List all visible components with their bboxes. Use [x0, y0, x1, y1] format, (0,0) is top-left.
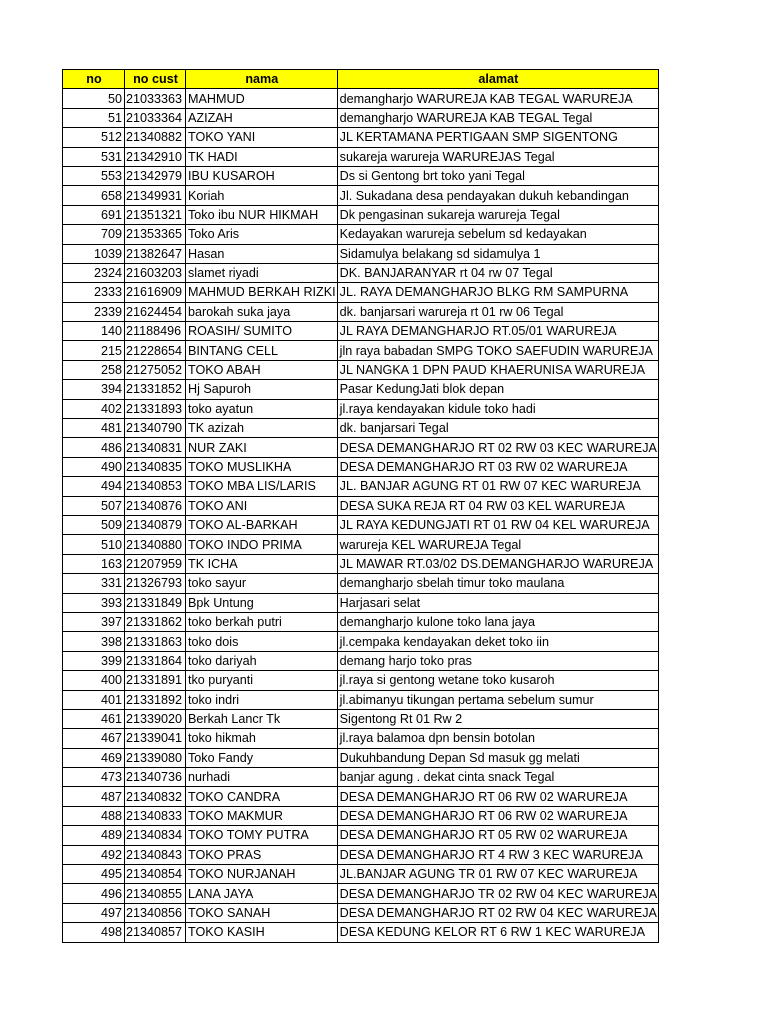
cell-no-cust[interactable]: 21340880 — [125, 535, 186, 554]
cell-no[interactable]: 399 — [63, 651, 125, 670]
cell-nama[interactable]: TOKO SANAH — [186, 903, 338, 922]
cell-alamat[interactable]: JL.BANJAR AGUNG TR 01 RW 07 KEC WARUREJA — [337, 865, 658, 884]
cell-no[interactable]: 401 — [63, 690, 125, 709]
cell-nama[interactable]: Koriah — [186, 186, 338, 205]
cell-nama[interactable]: TK HADI — [186, 147, 338, 166]
cell-no[interactable]: 658 — [63, 186, 125, 205]
cell-alamat[interactable]: demang harjo toko pras — [337, 651, 658, 670]
cell-alamat[interactable]: Sigentong Rt 01 Rw 2 — [337, 709, 658, 728]
cell-alamat[interactable]: Kedayakan warureja sebelum sd kedayakan — [337, 225, 658, 244]
cell-nama[interactable]: TOKO ABAH — [186, 360, 338, 379]
cell-alamat[interactable]: jln raya babadan SMPG TOKO SAEFUDIN WARUREJA — [337, 341, 658, 360]
cell-alamat[interactable]: DESA DEMANGHARJO RT 06 RW 02 WARUREJA — [337, 806, 658, 825]
cell-no[interactable]: 481 — [63, 419, 125, 438]
cell-nama[interactable]: toko dois — [186, 632, 338, 651]
table-row — [63, 535, 659, 554]
table-row — [63, 457, 659, 476]
cell-no[interactable]: 394 — [63, 380, 125, 399]
cell-no[interactable]: 163 — [63, 554, 125, 573]
cell-no-cust[interactable]: 21331852 — [125, 380, 186, 399]
cell-no[interactable]: 473 — [63, 768, 125, 787]
cell-no-cust[interactable]: 21331892 — [125, 690, 186, 709]
cell-no-cust[interactable]: 21340843 — [125, 845, 186, 864]
cell-no-cust[interactable]: 21275052 — [125, 360, 186, 379]
cell-no[interactable]: 553 — [63, 166, 125, 185]
cell-alamat[interactable]: JL RAYA DEMANGHARJO RT.05/01 WARUREJA — [337, 322, 658, 341]
cell-no-cust[interactable]: 21033364 — [125, 108, 186, 127]
header-row — [63, 70, 659, 89]
cell-no[interactable]: 507 — [63, 496, 125, 515]
cell-no[interactable]: 498 — [63, 923, 125, 942]
cell-no[interactable]: 50 — [63, 89, 125, 108]
cell-no-cust[interactable]: 21340831 — [125, 438, 186, 457]
table-row — [63, 496, 659, 515]
table-row — [63, 186, 659, 205]
cell-no-cust[interactable]: 21326793 — [125, 574, 186, 593]
cell-no-cust[interactable]: 21624454 — [125, 302, 186, 321]
cell-no[interactable]: 467 — [63, 729, 125, 748]
table-row — [63, 787, 659, 806]
cell-alamat[interactable]: DESA DEMANGHARJO RT 4 RW 3 KEC WARUREJA — [337, 845, 658, 864]
cell-no[interactable]: 496 — [63, 884, 125, 903]
cell-alamat[interactable]: JL. BANJAR AGUNG RT 01 RW 07 KEC WARUREJA — [337, 477, 658, 496]
cell-nama[interactable]: toko hikmah — [186, 729, 338, 748]
table-row — [63, 341, 659, 360]
cell-alamat[interactable]: JL NANGKA 1 DPN PAUD KHAERUNISA WARUREJA — [337, 360, 658, 379]
cell-no-cust[interactable]: 21340835 — [125, 457, 186, 476]
cell-alamat[interactable]: DESA DEMANGHARJO RT 06 RW 02 WARUREJA — [337, 787, 658, 806]
cell-nama[interactable]: TOKO ANI — [186, 496, 338, 515]
cell-no-cust[interactable]: 21331849 — [125, 593, 186, 612]
cell-alamat[interactable]: JL. RAYA DEMANGHARJO BLKG RM SAMPURNA — [337, 283, 658, 302]
cell-no-cust[interactable]: 21188496 — [125, 322, 186, 341]
table-row — [63, 554, 659, 573]
cell-alamat[interactable]: dk. banjarsari warureja rt 01 rw 06 Tegal — [337, 302, 658, 321]
cell-no-cust[interactable]: 21331862 — [125, 612, 186, 631]
cell-no[interactable]: 2339 — [63, 302, 125, 321]
table-row — [63, 671, 659, 690]
cell-alamat[interactable]: dk. banjarsari Tegal — [337, 419, 658, 438]
cell-no-cust[interactable]: 21340736 — [125, 768, 186, 787]
cell-nama[interactable]: slamet riyadi — [186, 263, 338, 282]
cell-nama[interactable]: LANA JAYA — [186, 884, 338, 903]
table-row — [63, 147, 659, 166]
cell-nama[interactable]: BINTANG CELL — [186, 341, 338, 360]
cell-no[interactable]: 510 — [63, 535, 125, 554]
cell-alamat[interactable]: jl.raya kendayakan kidule toko hadi — [337, 399, 658, 418]
cell-no[interactable]: 489 — [63, 826, 125, 845]
cell-no-cust[interactable]: 21353365 — [125, 225, 186, 244]
cell-no-cust[interactable]: 21382647 — [125, 244, 186, 263]
cell-nama[interactable]: TOKO INDO PRIMA — [186, 535, 338, 554]
cell-nama[interactable]: TOKO CANDRA — [186, 787, 338, 806]
table-row — [63, 399, 659, 418]
table-row — [63, 612, 659, 631]
header-no-cust[interactable]: no cust — [125, 70, 186, 89]
cell-no[interactable]: 398 — [63, 632, 125, 651]
cell-alamat[interactable]: jl.raya balamoa dpn bensin botolan — [337, 729, 658, 748]
cell-alamat[interactable]: DK. BANJARANYAR rt 04 rw 07 Tegal — [337, 263, 658, 282]
cell-no[interactable]: 51 — [63, 108, 125, 127]
cell-alamat[interactable]: demangharjo kulone toko lana jaya — [337, 612, 658, 631]
table-row — [63, 166, 659, 185]
table-row — [63, 865, 659, 884]
cell-alamat[interactable]: banjar agung . dekat cinta snack Tegal — [337, 768, 658, 787]
cell-alamat[interactable]: demangharjo WARUREJA KAB TEGAL Tegal — [337, 108, 658, 127]
cell-nama[interactable]: NUR ZAKI — [186, 438, 338, 457]
cell-no[interactable]: 461 — [63, 709, 125, 728]
cell-nama[interactable]: Toko Aris — [186, 225, 338, 244]
cell-no[interactable]: 492 — [63, 845, 125, 864]
cell-no-cust[interactable]: 21228654 — [125, 341, 186, 360]
cell-no-cust[interactable]: 21340876 — [125, 496, 186, 515]
cell-alamat[interactable]: DESA DEMANGHARJO RT 02 RW 03 KEC WARUREJA — [337, 438, 658, 457]
cell-nama[interactable]: TOKO NURJANAH — [186, 865, 338, 884]
cell-alamat[interactable]: JL KERTAMANA PERTIGAAN SMP SIGENTONG — [337, 128, 658, 147]
cell-no-cust[interactable]: 21331891 — [125, 671, 186, 690]
table-row — [63, 748, 659, 767]
cell-nama[interactable]: AZIZAH — [186, 108, 338, 127]
table-row — [63, 380, 659, 399]
cell-alamat[interactable]: Dk pengasinan sukareja warureja Tegal — [337, 205, 658, 224]
cell-no[interactable]: 1039 — [63, 244, 125, 263]
cell-no-cust[interactable]: 21207959 — [125, 554, 186, 573]
cell-no-cust[interactable]: 21339041 — [125, 729, 186, 748]
cell-nama[interactable]: Toko ibu NUR HIKMAH — [186, 205, 338, 224]
cell-nama[interactable]: nurhadi — [186, 768, 338, 787]
table-row — [63, 729, 659, 748]
customer-table — [62, 69, 659, 943]
cell-alamat[interactable]: sukareja warureja WARUREJAS Tegal — [337, 147, 658, 166]
header-alamat[interactable]: alamat — [337, 70, 658, 89]
cell-alamat[interactable]: demangharjo sbelah timur toko maulana — [337, 574, 658, 593]
table-row — [63, 302, 659, 321]
cell-nama[interactable]: TOKO AL-BARKAH — [186, 515, 338, 534]
cell-alamat[interactable]: DESA DEMANGHARJO RT 05 RW 02 WARUREJA — [337, 826, 658, 845]
cell-no-cust[interactable]: 21339020 — [125, 709, 186, 728]
cell-nama[interactable]: toko dariyah — [186, 651, 338, 670]
cell-no-cust[interactable]: 21340833 — [125, 806, 186, 825]
table-row — [63, 845, 659, 864]
header-no[interactable]: no — [63, 70, 125, 89]
cell-nama[interactable]: TOKO KASIH — [186, 923, 338, 942]
cell-no[interactable]: 691 — [63, 205, 125, 224]
cell-alamat[interactable]: jl.abimanyu tikungan pertama sebelum sumur — [337, 690, 658, 709]
cell-no[interactable]: 258 — [63, 360, 125, 379]
cell-no-cust[interactable]: 21340832 — [125, 787, 186, 806]
cell-no[interactable]: 487 — [63, 787, 125, 806]
table-row — [63, 419, 659, 438]
cell-nama[interactable]: toko sayur — [186, 574, 338, 593]
table-row — [63, 632, 659, 651]
cell-no[interactable]: 531 — [63, 147, 125, 166]
cell-nama[interactable]: TOKO MUSLIKHA — [186, 457, 338, 476]
table-row — [63, 515, 659, 534]
cell-no-cust[interactable]: 21340853 — [125, 477, 186, 496]
table-row — [63, 477, 659, 496]
cell-no-cust[interactable]: 21340879 — [125, 515, 186, 534]
cell-no[interactable]: 402 — [63, 399, 125, 418]
cell-nama[interactable]: TOKO TOMY PUTRA — [186, 826, 338, 845]
cell-nama[interactable]: MAHMUD BERKAH RIZKI — [186, 283, 338, 302]
cell-no-cust[interactable]: 21331864 — [125, 651, 186, 670]
cell-alamat[interactable]: DESA DEMANGHARJO RT 02 RW 04 KEC WARUREJA — [337, 903, 658, 922]
cell-alamat[interactable]: DESA SUKA REJA RT 04 RW 03 KEL WARUREJA — [337, 496, 658, 515]
cell-nama[interactable]: barokah suka jaya — [186, 302, 338, 321]
cell-no-cust[interactable]: 21340834 — [125, 826, 186, 845]
cell-alamat[interactable]: warureja KEL WARUREJA Tegal — [337, 535, 658, 554]
cell-no[interactable]: 331 — [63, 574, 125, 593]
table-row — [63, 244, 659, 263]
cell-nama[interactable]: tko puryanti — [186, 671, 338, 690]
cell-nama[interactable]: TOKO MBA LIS/LARIS — [186, 477, 338, 496]
cell-nama[interactable]: ROASIH/ SUMITO — [186, 322, 338, 341]
cell-nama[interactable]: toko berkah putri — [186, 612, 338, 631]
cell-no[interactable]: 393 — [63, 593, 125, 612]
cell-no[interactable]: 497 — [63, 903, 125, 922]
table-row — [63, 360, 659, 379]
cell-alamat[interactable]: demangharjo WARUREJA KAB TEGAL WARUREJA — [337, 89, 658, 108]
header-nama[interactable]: nama — [186, 70, 338, 89]
cell-nama[interactable]: TOKO PRAS — [186, 845, 338, 864]
cell-alamat[interactable]: Sidamulya belakang sd sidamulya 1 — [337, 244, 658, 263]
cell-nama[interactable]: TK azizah — [186, 419, 338, 438]
cell-alamat[interactable]: Pasar KedungJati blok depan — [337, 380, 658, 399]
table-row — [63, 322, 659, 341]
cell-nama[interactable]: Toko Fandy — [186, 748, 338, 767]
cell-no[interactable]: 2324 — [63, 263, 125, 282]
cell-no-cust[interactable]: 21351321 — [125, 205, 186, 224]
table-row — [63, 826, 659, 845]
cell-alamat[interactable]: jl.cempaka kendayakan deket toko iin — [337, 632, 658, 651]
cell-no[interactable]: 509 — [63, 515, 125, 534]
cell-no-cust[interactable]: 21340854 — [125, 865, 186, 884]
table-row — [63, 205, 659, 224]
cell-no-cust[interactable]: 21340790 — [125, 419, 186, 438]
cell-nama[interactable]: Hasan — [186, 244, 338, 263]
cell-nama[interactable]: Berkah Lancr Tk — [186, 709, 338, 728]
table-row — [63, 574, 659, 593]
table-row — [63, 438, 659, 457]
table-row — [63, 651, 659, 670]
cell-no-cust[interactable]: 21340855 — [125, 884, 186, 903]
table-row — [63, 593, 659, 612]
cell-no[interactable]: 486 — [63, 438, 125, 457]
cell-alamat[interactable]: JL RAYA KEDUNGJATI RT 01 RW 04 KEL WARUREJA — [337, 515, 658, 534]
cell-no-cust[interactable]: 21340857 — [125, 923, 186, 942]
cell-no[interactable]: 215 — [63, 341, 125, 360]
cell-no-cust[interactable]: 21033363 — [125, 89, 186, 108]
cell-no-cust[interactable]: 21603203 — [125, 263, 186, 282]
cell-alamat[interactable]: jl.raya si gentong wetane toko kusaroh — [337, 671, 658, 690]
table-row — [63, 806, 659, 825]
cell-no[interactable]: 512 — [63, 128, 125, 147]
cell-no-cust[interactable]: 21349931 — [125, 186, 186, 205]
cell-alamat[interactable]: JL MAWAR RT.03/02 DS.DEMANGHARJO WARUREJA — [337, 554, 658, 573]
cell-alamat[interactable]: DESA DEMANGHARJO RT 03 RW 02 WARUREJA — [337, 457, 658, 476]
table-row — [63, 923, 659, 942]
table-row — [63, 263, 659, 282]
cell-nama[interactable]: Hj Sapuroh — [186, 380, 338, 399]
cell-no-cust[interactable]: 21616909 — [125, 283, 186, 302]
cell-nama[interactable]: toko ayatun — [186, 399, 338, 418]
cell-alamat[interactable]: Dukuhbandung Depan Sd masuk gg melati — [337, 748, 658, 767]
cell-no[interactable]: 397 — [63, 612, 125, 631]
cell-no-cust[interactable]: 21331893 — [125, 399, 186, 418]
table-row — [63, 768, 659, 787]
cell-nama[interactable]: IBU KUSAROH — [186, 166, 338, 185]
cell-no-cust[interactable]: 21339080 — [125, 748, 186, 767]
cell-nama[interactable]: TOKO YANI — [186, 128, 338, 147]
cell-no-cust[interactable]: 21342979 — [125, 166, 186, 185]
cell-nama[interactable]: Bpk Untung — [186, 593, 338, 612]
cell-no[interactable]: 495 — [63, 865, 125, 884]
cell-no-cust[interactable]: 21340882 — [125, 128, 186, 147]
table-row — [63, 709, 659, 728]
cell-no-cust[interactable]: 21331863 — [125, 632, 186, 651]
cell-alamat[interactable]: Jl. Sukadana desa pendayakan dukuh kebandingan — [337, 186, 658, 205]
cell-no[interactable]: 494 — [63, 477, 125, 496]
cell-no[interactable]: 490 — [63, 457, 125, 476]
cell-no[interactable]: 400 — [63, 671, 125, 690]
cell-nama[interactable]: toko indri — [186, 690, 338, 709]
cell-alamat[interactable]: Ds si Gentong brt toko yani Tegal — [337, 166, 658, 185]
table-row — [63, 884, 659, 903]
table-row — [63, 283, 659, 302]
cell-alamat[interactable]: Harjasari selat — [337, 593, 658, 612]
cell-no[interactable]: 140 — [63, 322, 125, 341]
cell-nama[interactable]: MAHMUD — [186, 89, 338, 108]
table-row — [63, 903, 659, 922]
cell-nama[interactable]: TK ICHA — [186, 554, 338, 573]
cell-nama[interactable]: TOKO MAKMUR — [186, 806, 338, 825]
cell-no[interactable]: 2333 — [63, 283, 125, 302]
cell-no-cust[interactable]: 21340856 — [125, 903, 186, 922]
table-row — [63, 89, 659, 108]
table-row — [63, 108, 659, 127]
cell-no[interactable]: 709 — [63, 225, 125, 244]
cell-alamat[interactable]: DESA DEMANGHARJO TR 02 RW 04 KEC WARUREJA — [337, 884, 658, 903]
table-row — [63, 225, 659, 244]
cell-no[interactable]: 469 — [63, 748, 125, 767]
cell-alamat[interactable]: DESA KEDUNG KELOR RT 6 RW 1 KEC WARUREJA — [337, 923, 658, 942]
table-row — [63, 128, 659, 147]
cell-no-cust[interactable]: 21342910 — [125, 147, 186, 166]
table-row — [63, 690, 659, 709]
cell-no[interactable]: 488 — [63, 806, 125, 825]
